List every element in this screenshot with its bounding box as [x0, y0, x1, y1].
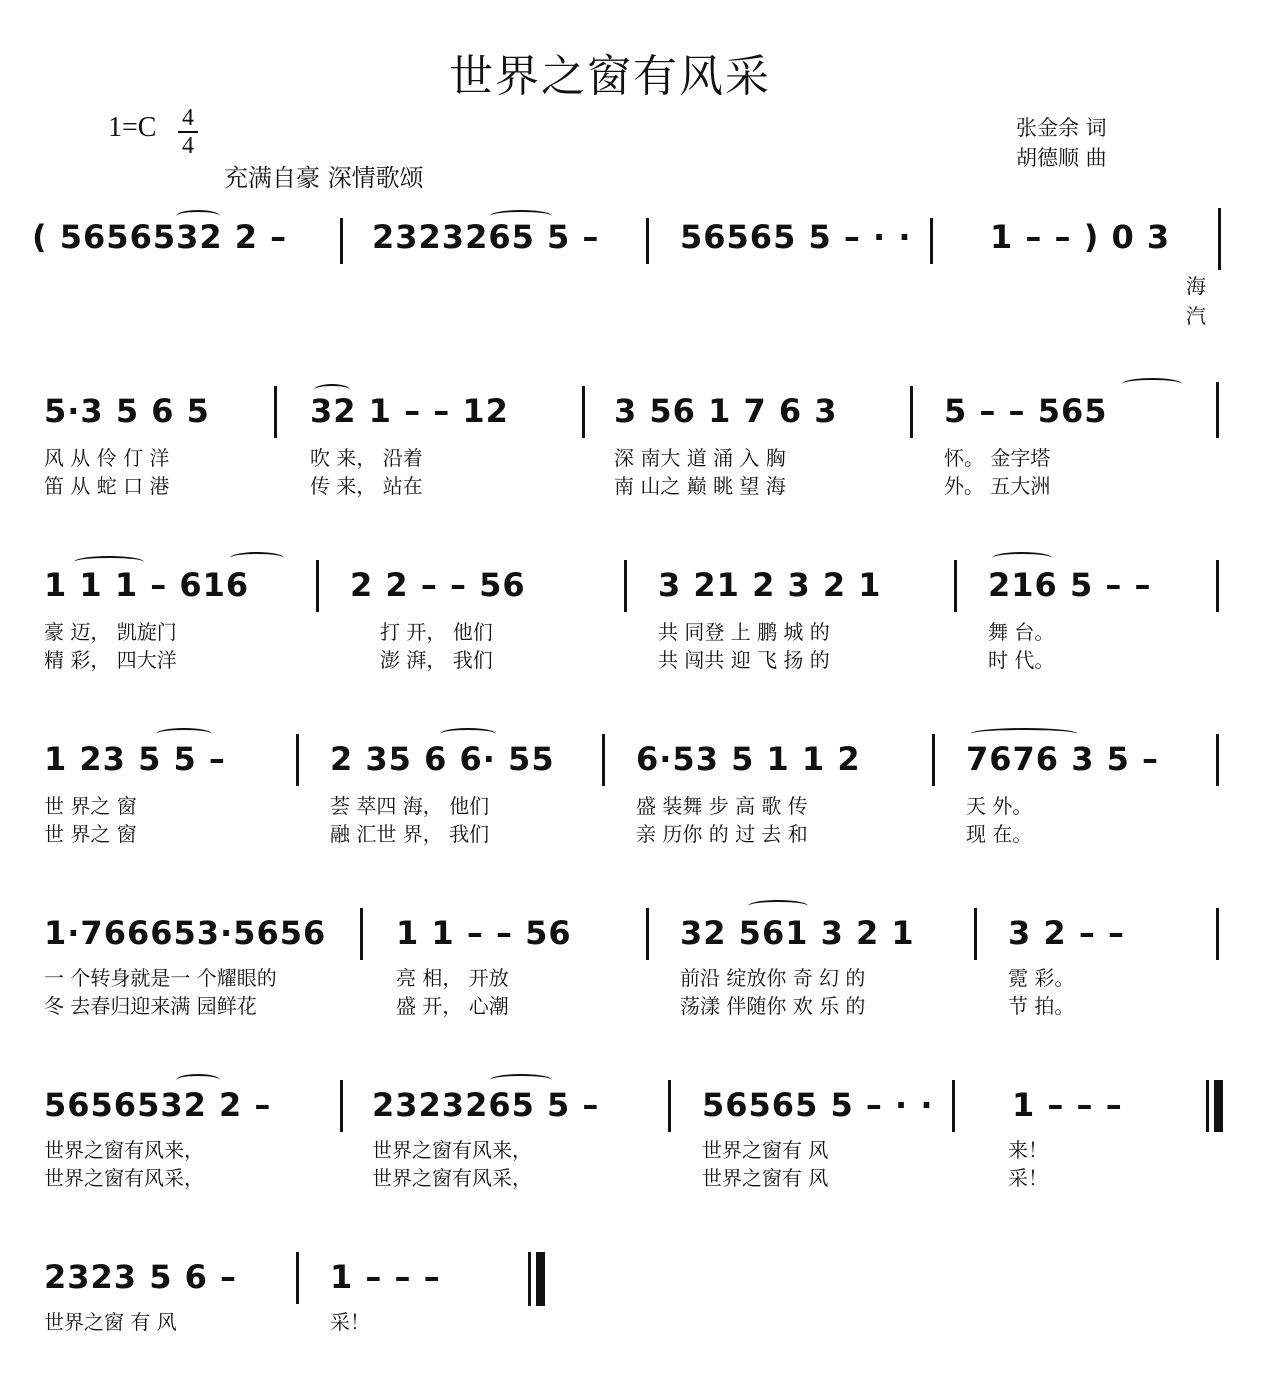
- lyric-verse-1: 荟 萃四 海， 他们: [330, 794, 490, 818]
- lyric-verse-1: 前沿 绽放你 奇 幻 的: [680, 966, 866, 990]
- lyric-verse-1: 怀。 金字塔: [944, 446, 1051, 470]
- measure: 5656532 2 –: [44, 1086, 272, 1124]
- measure: 2 35 6 6· 55: [330, 740, 555, 778]
- lyric-verse-2: 盛 开， 心潮: [396, 994, 509, 1018]
- measure: 32 1 – – 12: [310, 392, 509, 430]
- tie-mark: [1122, 378, 1182, 390]
- music-system-3: [0, 566, 1272, 686]
- tie-mark: [314, 384, 350, 396]
- lyric-verse-2: 世 界之 窗: [44, 822, 137, 846]
- measure: 1 1 1 – 616: [44, 566, 250, 604]
- measure: 56565 5 – · ·: [680, 218, 912, 256]
- barline: [1216, 908, 1219, 960]
- lyric-verse-1: 世 界之 窗: [44, 794, 137, 818]
- lyric-verse-1: 海: [1186, 274, 1206, 298]
- measure: 5·3 5 6 5: [44, 392, 210, 430]
- measure: 3 21 2 3 2 1: [658, 566, 882, 604]
- tie-mark: [490, 210, 552, 222]
- composer-credit: 胡德顺 曲: [1016, 146, 1107, 170]
- barline: [340, 218, 343, 264]
- lyric-verse-1: 吹 来， 沿着: [310, 446, 423, 470]
- tie-mark: [74, 556, 144, 568]
- key-signature: 1=C: [108, 112, 157, 143]
- lyric-verse-2: 传 来， 站在: [310, 474, 423, 498]
- lyric-verse-1: 豪 迈， 凯旋门: [44, 620, 177, 644]
- lyric-verse-1: 深 南大 道 涌 入 胸: [614, 446, 786, 470]
- lyric-verse-2: 外。 五大洲: [944, 474, 1051, 498]
- time-signature: [178, 106, 198, 158]
- barline: [340, 1080, 343, 1132]
- repeat-barline-thick: [1214, 1080, 1223, 1132]
- barline: [296, 1252, 299, 1304]
- barline: [910, 386, 913, 438]
- lyric-verse-2: 融 汇世 界， 我们: [330, 822, 490, 846]
- time-signature-bottom: 4: [182, 133, 194, 159]
- lyric-verse-2: 世界之窗有 风: [702, 1166, 829, 1190]
- barline: [954, 560, 957, 612]
- measure: 1 23 5 5 –: [44, 740, 226, 778]
- barline: [1216, 734, 1219, 786]
- lyric-verse-1: 打 开， 他们: [380, 620, 493, 644]
- measure: 5 – – 565: [944, 392, 1108, 430]
- music-system-1: [0, 218, 1272, 338]
- measure: 1 – – –: [1012, 1086, 1123, 1124]
- measure: 2323 5 6 –: [44, 1258, 238, 1296]
- lyric-verse-1: 亮 相， 开放: [396, 966, 509, 990]
- lyric-verse-2: 世界之窗有风采，: [372, 1166, 532, 1190]
- lyric-verse-1: 舞 台。: [988, 620, 1055, 644]
- tie-mark: [440, 728, 496, 740]
- lyricist-credit: 张金余 词: [1016, 116, 1107, 140]
- final-barline-thick: [536, 1252, 545, 1306]
- tie-mark: [230, 552, 284, 564]
- tempo-marking: 充满自豪 深情歌颂: [224, 164, 424, 192]
- barline: [316, 560, 319, 612]
- barline: [1218, 208, 1221, 270]
- barline: [952, 1080, 955, 1132]
- measure: ( 5656532 2 –: [32, 218, 288, 256]
- lyric-verse-2: 荡漾 伴随你 欢 乐 的: [680, 994, 866, 1018]
- lyric-verse-1: 盛 装舞 步 高 歌 传: [636, 794, 808, 818]
- lyric-verse-2: 精 彩， 四大洋: [44, 648, 177, 672]
- barline: [1216, 382, 1219, 438]
- measure: 216 5 – –: [988, 566, 1152, 604]
- barline: [646, 908, 649, 960]
- lyric-verse-2: 现 在。: [966, 822, 1033, 846]
- tie-mark: [992, 552, 1052, 564]
- lyric-verse-2: 共 闯共 迎 飞 扬 的: [658, 648, 830, 672]
- lyric-verse-2: 汽: [1186, 304, 1206, 328]
- lyric-verse-2: 世界之窗有风采，: [44, 1166, 204, 1190]
- time-signature-top: 4: [182, 105, 194, 131]
- music-system-2: [0, 392, 1272, 512]
- barline: [582, 386, 585, 438]
- lyric-verse-2: 冬 去春归迎来满 园鲜花: [44, 994, 257, 1018]
- lyric-verse-2: 笛 从 蛇 口 港: [44, 474, 170, 498]
- measure: 2323265 5 –: [372, 1086, 600, 1124]
- measure: 1·766653·5656: [44, 914, 327, 952]
- tie-mark: [176, 210, 220, 222]
- lyric-verse-1: 天 外。: [966, 794, 1033, 818]
- measure: 3 2 – –: [1008, 914, 1125, 952]
- lyric-verse-1: 世界之窗有 风: [702, 1138, 829, 1162]
- lyric-verse-2: 时 代。: [988, 648, 1055, 672]
- measure: 1 – – –: [330, 1258, 441, 1296]
- lyric-verse-1: 世界之窗有风来，: [372, 1138, 532, 1162]
- lyric-verse-2: 采！: [1008, 1166, 1048, 1190]
- music-system-7: [0, 1258, 1272, 1378]
- lyric-verse-2: 南 山之 巅 眺 望 海: [614, 474, 786, 498]
- measure: 32 561 3 2 1: [680, 914, 915, 952]
- barline: [932, 734, 935, 786]
- lyric-verse-2: 澎 湃， 我们: [380, 648, 493, 672]
- barline: [646, 218, 649, 264]
- lyric-verse-2: 亲 历你 的 过 去 和: [636, 822, 808, 846]
- lyric-verse-1: 风 从 伶 仃 洋: [44, 446, 170, 470]
- lyric-verse-2: 节 拍。: [1008, 994, 1075, 1018]
- barline: [624, 560, 627, 612]
- barline: [602, 734, 605, 786]
- measure: 6·53 5 1 1 2: [636, 740, 861, 778]
- tie-mark: [748, 900, 808, 912]
- measure: 2323265 5 –: [372, 218, 600, 256]
- final-barline-thin: [528, 1252, 531, 1306]
- music-system-4: [0, 740, 1272, 860]
- lyric-verse-1: 采！: [330, 1310, 370, 1334]
- lyric-verse-1: 来！: [1008, 1138, 1048, 1162]
- tie-mark: [156, 728, 212, 740]
- measure: 1 1 – – 56: [396, 914, 572, 952]
- measure: 56565 5 – · ·: [702, 1086, 934, 1124]
- tie-mark: [490, 1074, 552, 1086]
- barline: [1216, 560, 1219, 612]
- barline: [360, 908, 363, 960]
- barline: [930, 218, 933, 264]
- barline: [296, 734, 299, 786]
- barline: [974, 908, 977, 960]
- measure: 3 56 1 7 6 3: [614, 392, 838, 430]
- lyric-verse-1: 世界之窗有风来，: [44, 1138, 204, 1162]
- lyric-verse-1: 一 个转身就是一 个耀眼的: [44, 966, 277, 990]
- lyric-verse-1: 世界之窗 有 风: [44, 1310, 177, 1334]
- measure: 1 – – ) 0 3: [990, 218, 1171, 256]
- barline: [274, 386, 277, 438]
- music-system-6: [0, 1086, 1272, 1206]
- measure: 7676 3 5 –: [966, 740, 1160, 778]
- repeat-barline-thin: [1206, 1080, 1209, 1132]
- barline: [668, 1080, 671, 1132]
- lyric-verse-1: 霓 彩。: [1008, 966, 1075, 990]
- measure: 2 2 – – 56: [350, 566, 526, 604]
- page-title: 世界之窗有风采: [449, 51, 771, 102]
- music-system-5: [0, 914, 1272, 1034]
- lyric-verse-1: 共 同登 上 鹏 城 的: [658, 620, 830, 644]
- tie-mark: [970, 728, 1078, 740]
- tie-mark: [176, 1074, 220, 1086]
